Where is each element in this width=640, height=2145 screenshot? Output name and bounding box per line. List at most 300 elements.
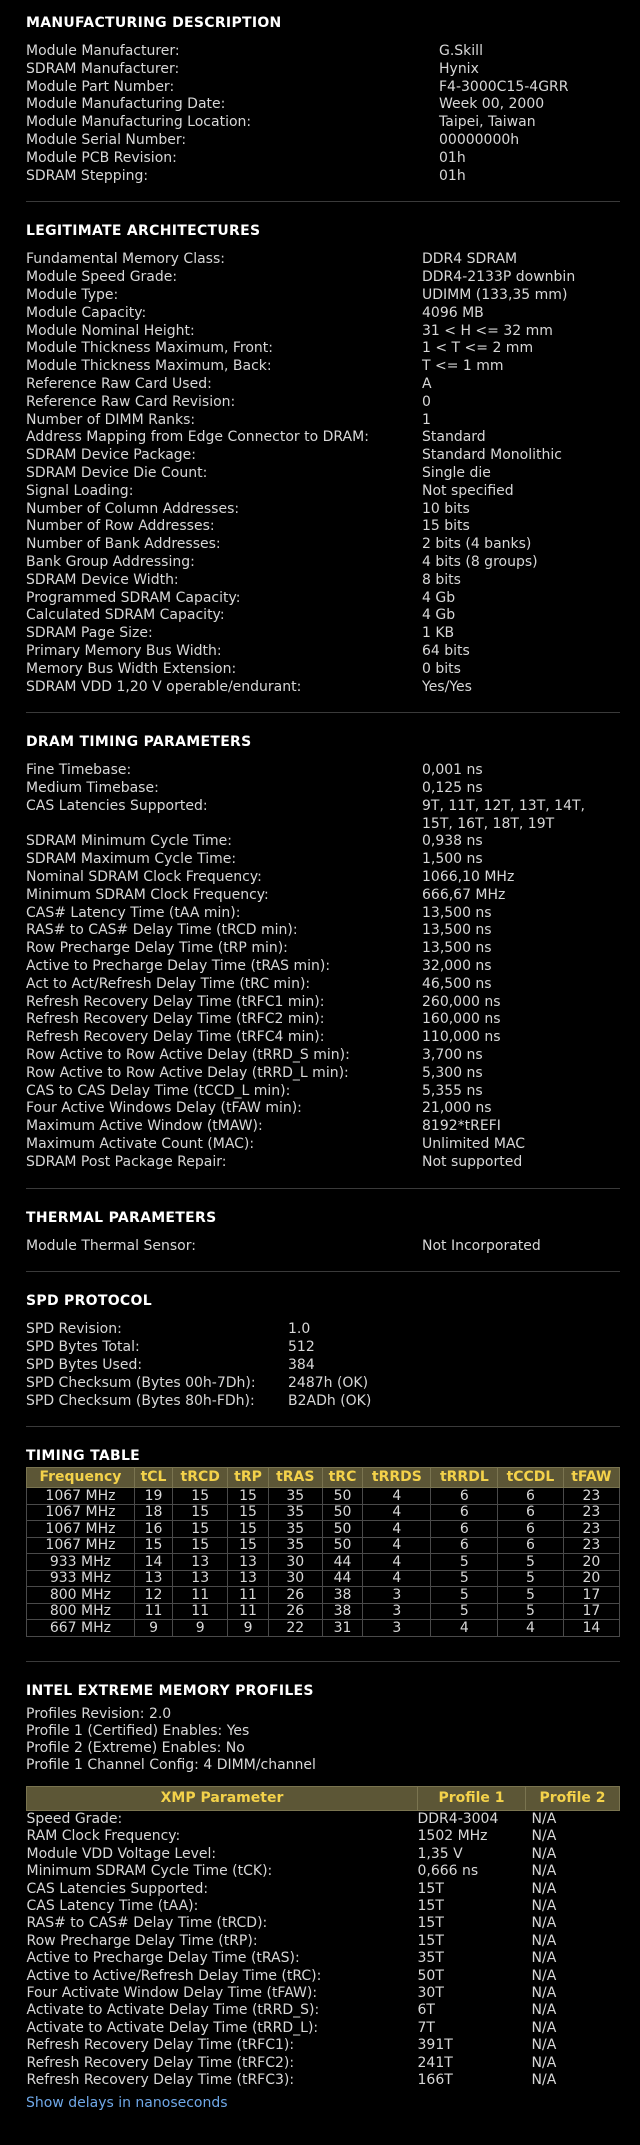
- kv-row: [26, 394, 620, 412]
- timing-table-header: Frequency: [27, 1468, 135, 1488]
- kv-label: RAS# to CAS# Delay Time (tRCD min):: [26, 922, 298, 939]
- kv-row: [26, 869, 620, 887]
- table-cell: 4: [363, 1488, 431, 1505]
- thermal-list: [26, 1238, 620, 1256]
- kv-value: 8192*tREFI: [422, 1118, 501, 1135]
- kv-value: 110,000 ns: [422, 1029, 501, 1046]
- kv-row: [26, 994, 620, 1012]
- table-cell: 50: [322, 1488, 363, 1505]
- table-cell: 44: [322, 1554, 363, 1571]
- timing-table-header: tCCDL: [498, 1468, 564, 1488]
- table-cell: RAM Clock Frequency:: [26, 1828, 181, 1845]
- section-thermal: [26, 1209, 620, 1256]
- table-cell: N/A: [531, 2054, 557, 2071]
- kv-row: [26, 323, 620, 341]
- table-cell: 12: [134, 1587, 172, 1604]
- kv-value: F4-3000C15-4GRR: [439, 78, 569, 95]
- kv-row: [26, 833, 620, 851]
- table-cell: 3: [363, 1620, 431, 1637]
- kv-label: Reference Raw Card Revision:: [26, 393, 236, 410]
- table-cell: 50: [322, 1521, 363, 1538]
- kv-label: Number of DIMM Ranks:: [26, 411, 196, 428]
- kv-value: 10 bits: [422, 500, 470, 517]
- show-delays-ns-link[interactable]: Show delays in nanoseconds: [26, 2095, 228, 2112]
- timing-table-header: tRRDL: [431, 1468, 498, 1488]
- kv-row: [26, 429, 620, 447]
- table-cell: N/A: [531, 1810, 557, 1827]
- table-cell: 800 MHz: [27, 1603, 135, 1620]
- table-cell: 6: [431, 1488, 498, 1505]
- table-cell: Refresh Recovery Delay Time (tRFC1):: [26, 2037, 295, 2054]
- table-cell: 5: [498, 1603, 564, 1620]
- table-cell: 15T: [417, 1915, 444, 1932]
- table-cell: 1067 MHz: [27, 1521, 135, 1538]
- kv-value: Not specified: [422, 482, 514, 499]
- xmp-info-line: Profile 1 Channel Config: 4 DIMM/channel: [26, 1756, 316, 1773]
- table-cell: 5: [498, 1587, 564, 1604]
- kv-row: [26, 150, 620, 168]
- kv-label: Address Mapping from Edge Connector to DRAM:: [26, 429, 369, 446]
- kv-row: [26, 940, 620, 958]
- section-timing-params: [26, 733, 620, 1171]
- kv-label: Module Part Number:: [26, 78, 175, 95]
- section-title: DRAM TIMING PARAMETERS: [26, 734, 252, 751]
- kv-row: [26, 780, 620, 798]
- table-cell: 35T: [417, 1950, 444, 1967]
- kv-label: Medium Timebase:: [26, 780, 159, 797]
- kv-value: 5,300 ns: [422, 1064, 483, 1081]
- kv-label: Active to Precharge Delay Time (tRAS min):: [26, 958, 331, 975]
- table-cell: Module VDD Voltage Level:: [26, 1845, 217, 1862]
- kv-row: [26, 1100, 620, 1118]
- table-row: [27, 2072, 620, 2089]
- table-cell: 15: [228, 1488, 269, 1505]
- table-cell: Activate to Activate Delay Time (tRRD_S):: [26, 2002, 320, 2019]
- kv-value: 0,938 ns: [422, 833, 483, 850]
- table-row: [27, 1810, 620, 1828]
- table-cell: 13: [134, 1570, 172, 1587]
- timing-table-header: tFAW: [563, 1468, 619, 1488]
- table-cell: 15: [228, 1521, 269, 1538]
- table-cell: 20: [563, 1570, 619, 1587]
- kv-label: SDRAM Minimum Cycle Time:: [26, 833, 232, 850]
- timing-table-header: tRAS: [268, 1468, 322, 1488]
- kv-label: Module Speed Grade:: [26, 269, 178, 286]
- table-row: [27, 2055, 620, 2072]
- kv-row: [26, 905, 620, 923]
- table-row: [27, 1570, 620, 1587]
- divider: [26, 1661, 620, 1662]
- section-timing-table: [26, 1447, 620, 1637]
- table-cell: N/A: [531, 1915, 557, 1932]
- kv-value: 2 bits (4 banks): [422, 536, 532, 553]
- table-cell: 38: [322, 1603, 363, 1620]
- kv-row: [26, 590, 620, 608]
- section-manufacturing: [26, 14, 620, 185]
- table-cell: 26: [268, 1603, 322, 1620]
- kv-value: G.Skill: [439, 43, 483, 59]
- table-cell: 20: [563, 1554, 619, 1571]
- kv-label: SPD Checksum (Bytes 80h-FDh):: [26, 1392, 255, 1409]
- table-cell: N/A: [531, 1863, 557, 1880]
- kv-row: [26, 1321, 620, 1339]
- kv-label: SPD Bytes Used:: [26, 1357, 143, 1374]
- table-row: [27, 1881, 620, 1898]
- kv-label: Module Manufacturing Date:: [26, 96, 226, 113]
- table-cell: 13: [228, 1570, 269, 1587]
- table-cell: 241T: [417, 2054, 453, 2071]
- kv-value: 1,500 ns: [422, 851, 483, 868]
- kv-row: [26, 518, 620, 536]
- kv-label: Module Type:: [26, 286, 119, 303]
- kv-value: 9T, 11T, 12T, 13T, 14T, 15T, 16T, 18T, 19T: [422, 797, 585, 832]
- kv-value: UDIMM (133,35 mm): [422, 286, 568, 303]
- kv-value: 31 < H <= 32 mm: [422, 322, 553, 339]
- manufacturing-list: [26, 43, 620, 185]
- table-cell: 23: [563, 1504, 619, 1521]
- kv-value: 64 bits: [422, 642, 470, 659]
- table-cell: 13: [173, 1554, 228, 1571]
- kv-row: [26, 251, 620, 269]
- table-cell: 22: [268, 1620, 322, 1637]
- kv-label: Module Capacity:: [26, 304, 147, 321]
- kv-label: SPD Bytes Total:: [26, 1339, 140, 1356]
- kv-value: 1 KB: [422, 625, 455, 642]
- table-cell: 50: [322, 1537, 363, 1554]
- kv-row: [26, 572, 620, 590]
- table-cell: N/A: [531, 1880, 557, 1897]
- kv-label: CAS# Latency Time (tAA min):: [26, 904, 241, 921]
- table-cell: 15: [173, 1521, 228, 1538]
- table-cell: 15: [228, 1504, 269, 1521]
- table-cell: 4: [498, 1620, 564, 1637]
- kv-row: [26, 61, 620, 79]
- kv-value: Taipei, Taiwan: [439, 114, 536, 131]
- kv-row: [26, 922, 620, 940]
- kv-row: [26, 679, 620, 697]
- table-row: [27, 1933, 620, 1950]
- kv-label: Maximum Activate Count (MAC):: [26, 1136, 255, 1153]
- kv-row: [26, 1136, 620, 1154]
- table-row: [27, 2037, 620, 2054]
- table-cell: 15: [173, 1537, 228, 1554]
- table-cell: N/A: [531, 2019, 557, 2036]
- kv-value: 666,67 MHz: [422, 886, 506, 903]
- kv-value: 1.0: [288, 1321, 311, 1338]
- table-cell: 23: [563, 1537, 619, 1554]
- table-row: [27, 1863, 620, 1880]
- kv-value: 1 < T <= 2 mm: [422, 340, 534, 357]
- kv-label: SPD Checksum (Bytes 00h-7Dh):: [26, 1374, 256, 1391]
- kv-row: [26, 1339, 620, 1357]
- kv-value: DDR4-2133P downbin: [422, 269, 576, 286]
- table-cell: 5: [431, 1587, 498, 1604]
- kv-label: Module Thermal Sensor:: [26, 1237, 196, 1254]
- table-cell: 166T: [417, 2072, 453, 2088]
- kv-value: Single die: [422, 464, 491, 481]
- table-cell: 6: [431, 1504, 498, 1521]
- kv-value: 00000000h: [439, 131, 520, 148]
- kv-label: Refresh Recovery Delay Time (tRFC4 min):: [26, 1029, 325, 1046]
- table-row: [27, 1915, 620, 1932]
- table-cell: N/A: [531, 1950, 557, 1967]
- xmp-info-line: Profile 1 (Certified) Enables: Yes: [26, 1722, 250, 1739]
- table-cell: 17: [563, 1587, 619, 1604]
- kv-value: 1: [422, 411, 431, 428]
- table-cell: 38: [322, 1587, 363, 1604]
- table-cell: 11: [173, 1587, 228, 1604]
- kv-row: [26, 625, 620, 643]
- table-cell: 35: [268, 1521, 322, 1538]
- table-cell: 15T: [417, 1880, 444, 1897]
- kv-value: DDR4 SDRAM: [422, 251, 518, 268]
- kv-row: [26, 976, 620, 994]
- table-cell: N/A: [531, 2037, 557, 2054]
- kv-value: Standard: [422, 429, 486, 446]
- table-cell: 44: [322, 1570, 363, 1587]
- kv-label: SDRAM Page Size:: [26, 625, 153, 642]
- table-cell: Row Precharge Delay Time (tRP):: [26, 1932, 258, 1949]
- table-row: [27, 1968, 620, 1985]
- section-xmp: [26, 1682, 620, 2112]
- kv-label: Bank Group Addressing:: [26, 553, 195, 570]
- table-cell: Active to Active/Refresh Delay Time (tRC):: [26, 1967, 322, 1984]
- table-cell: N/A: [531, 1828, 557, 1845]
- section-architectures: [26, 222, 620, 696]
- kv-label: Fundamental Memory Class:: [26, 251, 225, 268]
- timing-table-header: tRC: [322, 1468, 363, 1488]
- kv-value: 0 bits: [422, 660, 461, 677]
- kv-row: [26, 501, 620, 519]
- kv-row: [26, 798, 620, 834]
- table-cell: 1067 MHz: [27, 1488, 135, 1505]
- timing-table-header: tCL: [134, 1468, 172, 1488]
- kv-row: [26, 483, 620, 501]
- table-cell: 3: [363, 1587, 431, 1604]
- kv-value: T <= 1 mm: [422, 358, 504, 375]
- kv-row: [26, 1357, 620, 1375]
- kv-value: 384: [288, 1357, 315, 1374]
- kv-row: [26, 305, 620, 323]
- xmp-info-line: Profiles Revision: 2.0: [26, 1705, 172, 1722]
- table-cell: 50: [322, 1504, 363, 1521]
- table-cell: 16: [134, 1521, 172, 1538]
- kv-value: 512: [288, 1339, 315, 1356]
- table-cell: 15: [134, 1537, 172, 1554]
- kv-row: [26, 1118, 620, 1136]
- table-cell: 13: [173, 1570, 228, 1587]
- kv-label: Number of Bank Addresses:: [26, 536, 221, 553]
- table-cell: N/A: [531, 2072, 557, 2088]
- table-cell: 15T: [417, 1897, 444, 1914]
- kv-row: [26, 412, 620, 430]
- kv-row: [26, 376, 620, 394]
- table-cell: 667 MHz: [27, 1620, 135, 1637]
- kv-row: [26, 1154, 620, 1172]
- kv-row: [26, 465, 620, 483]
- kv-row: [26, 269, 620, 287]
- kv-value: Not supported: [422, 1153, 523, 1170]
- kv-row: [26, 1375, 620, 1393]
- table-row: [27, 1488, 620, 1505]
- kv-row: [26, 1011, 620, 1029]
- kv-value: 160,000 ns: [422, 1011, 501, 1028]
- table-cell: 17: [563, 1603, 619, 1620]
- table-cell: 1067 MHz: [27, 1504, 135, 1521]
- kv-row: [26, 447, 620, 465]
- section-spd: [26, 1292, 620, 1410]
- table-cell: RAS# to CAS# Delay Time (tRCD):: [26, 1915, 268, 1932]
- table-cell: 4: [363, 1521, 431, 1538]
- kv-row: [26, 168, 620, 186]
- kv-value: 0: [422, 393, 431, 410]
- kv-label: SDRAM Maximum Cycle Time:: [26, 851, 237, 868]
- kv-label: Refresh Recovery Delay Time (tRFC2 min):: [26, 1011, 325, 1028]
- divider: [26, 1188, 620, 1189]
- table-cell: 6: [498, 1504, 564, 1521]
- table-cell: 50T: [417, 1967, 444, 1984]
- kv-label: Module Serial Number:: [26, 131, 187, 148]
- table-cell: Four Activate Window Delay Time (tFAW):: [26, 1984, 318, 2001]
- kv-label: SDRAM Device Die Count:: [26, 464, 208, 481]
- kv-row: [26, 661, 620, 679]
- timing-table-header: tRCD: [173, 1468, 228, 1488]
- table-cell: 6: [498, 1488, 564, 1505]
- kv-label: CAS Latencies Supported:: [26, 797, 208, 814]
- table-row: [27, 1620, 620, 1637]
- timing-table-header: tRRDS: [363, 1468, 431, 1488]
- timing-table-header: tRP: [228, 1468, 269, 1488]
- kv-row: [26, 79, 620, 97]
- kv-value: 21,000 ns: [422, 1100, 492, 1117]
- kv-label: Fine Timebase:: [26, 762, 132, 779]
- table-row: [27, 1950, 620, 1967]
- divider: [26, 712, 620, 713]
- section-title: INTEL EXTREME MEMORY PROFILES: [26, 1682, 314, 1699]
- kv-label: Calculated SDRAM Capacity:: [26, 607, 225, 624]
- table-cell: 18: [134, 1504, 172, 1521]
- table-cell: 5: [431, 1570, 498, 1587]
- kv-value: 13,500 ns: [422, 904, 492, 921]
- kv-row: [26, 851, 620, 869]
- kv-row: [26, 1047, 620, 1065]
- table-cell: N/A: [531, 1932, 557, 1949]
- timing-params-list: [26, 762, 620, 1171]
- section-title: MANUFACTURING DESCRIPTION: [26, 15, 282, 31]
- table-row: [27, 1521, 620, 1538]
- table-cell: 7T: [417, 2019, 435, 2036]
- table-cell: 35: [268, 1488, 322, 1505]
- kv-row: [26, 1393, 620, 1411]
- kv-value: Unlimited MAC: [422, 1136, 526, 1153]
- xmp-header-profile1: Profile 1: [418, 1786, 526, 1810]
- kv-label: Module Manufacturer:: [26, 43, 180, 59]
- section-title: TIMING TABLE: [26, 1448, 141, 1465]
- table-cell: 30: [268, 1570, 322, 1587]
- table-cell: DDR4-3004: [417, 1810, 499, 1827]
- table-cell: Activate to Activate Delay Time (tRRD_L):: [26, 2019, 319, 2036]
- kv-row: [26, 554, 620, 572]
- kv-value: Standard Monolithic: [422, 447, 562, 464]
- kv-label: Refresh Recovery Delay Time (tRFC1 min):: [26, 993, 325, 1010]
- table-cell: 6: [431, 1521, 498, 1538]
- kv-row: [26, 358, 620, 376]
- kv-label: CAS to CAS Delay Time (tCCD_L min):: [26, 1082, 291, 1099]
- table-row: [27, 1603, 620, 1620]
- table-cell: 1067 MHz: [27, 1537, 135, 1554]
- kv-value: 0,125 ns: [422, 780, 483, 797]
- kv-label: Row Precharge Delay Time (tRP min):: [26, 940, 288, 957]
- table-cell: 391T: [417, 2037, 453, 2054]
- table-cell: 35: [268, 1537, 322, 1554]
- table-row: [27, 2020, 620, 2037]
- kv-label: Maximum Active Window (tMAW):: [26, 1118, 263, 1135]
- table-cell: CAS Latencies Supported:: [26, 1880, 209, 1897]
- table-cell: 23: [563, 1488, 619, 1505]
- kv-label: Module PCB Revision:: [26, 149, 177, 166]
- table-cell: 35: [268, 1504, 322, 1521]
- kv-label: Reference Raw Card Used:: [26, 375, 212, 392]
- kv-row: [26, 1029, 620, 1047]
- table-cell: 11: [134, 1603, 172, 1620]
- table-cell: 9: [173, 1620, 228, 1637]
- kv-label: Minimum SDRAM Clock Frequency:: [26, 886, 269, 903]
- kv-row: [26, 287, 620, 305]
- kv-value: 2487h (OK): [288, 1374, 369, 1391]
- table-cell: 19: [134, 1488, 172, 1505]
- kv-value: 13,500 ns: [422, 940, 492, 957]
- xmp-header-profile2: Profile 2: [526, 1786, 620, 1810]
- table-cell: 6: [498, 1521, 564, 1538]
- table-cell: 14: [134, 1554, 172, 1571]
- kv-label: SPD Revision:: [26, 1321, 122, 1338]
- table-cell: 3: [363, 1603, 431, 1620]
- kv-row: [26, 1238, 620, 1256]
- table-cell: 15: [228, 1537, 269, 1554]
- xmp-info: [26, 1706, 620, 1774]
- kv-value: 3,700 ns: [422, 1047, 483, 1064]
- kv-value: 4096 MB: [422, 304, 484, 321]
- table-cell: 30: [268, 1554, 322, 1571]
- kv-label: Act to Act/Refresh Delay Time (tRC min):: [26, 975, 311, 992]
- table-cell: 15: [173, 1488, 228, 1505]
- kv-value: 01h: [439, 167, 466, 184]
- divider: [26, 1426, 620, 1427]
- kv-label: Number of Row Addresses:: [26, 518, 215, 535]
- kv-row: [26, 43, 620, 61]
- table-cell: 23: [563, 1521, 619, 1538]
- table-cell: Refresh Recovery Delay Time (tRFC2):: [26, 2054, 295, 2071]
- kv-label: Number of Column Addresses:: [26, 500, 240, 517]
- section-title: SPD PROTOCOL: [26, 1293, 152, 1310]
- table-cell: 13: [228, 1554, 269, 1571]
- table-row: [27, 1537, 620, 1554]
- kv-row: [26, 607, 620, 625]
- xmp-table: [26, 1786, 620, 2090]
- table-cell: Active to Precharge Delay Time (tRAS):: [26, 1950, 300, 1967]
- kv-label: Four Active Windows Delay (tFAW min):: [26, 1100, 302, 1117]
- table-cell: CAS Latency Time (tAA):: [26, 1897, 199, 1914]
- table-cell: 11: [173, 1603, 228, 1620]
- table-cell: 15: [173, 1504, 228, 1521]
- kv-value: 32,000 ns: [422, 958, 492, 975]
- table-cell: N/A: [531, 1984, 557, 2001]
- kv-label: SDRAM Stepping:: [26, 167, 149, 184]
- kv-value: 01h: [439, 149, 466, 166]
- table-cell: 4: [363, 1554, 431, 1571]
- table-cell: N/A: [531, 1897, 557, 1914]
- divider: [26, 1271, 620, 1272]
